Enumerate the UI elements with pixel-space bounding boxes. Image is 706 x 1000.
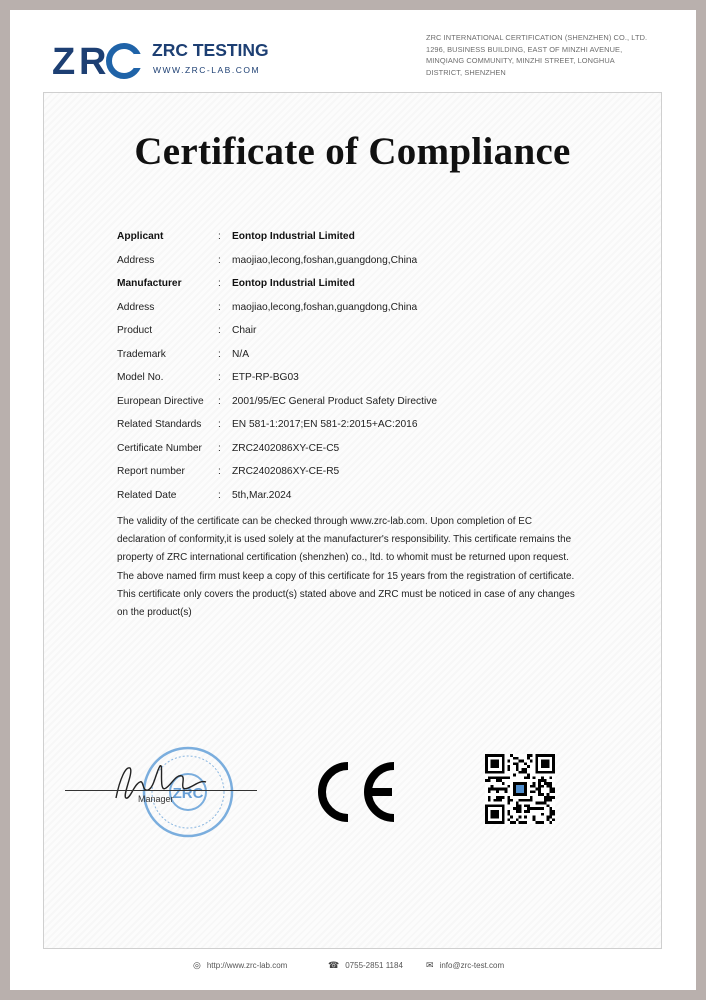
footer-website[interactable]: [193, 960, 287, 971]
company-line: ZRC INTERNATIONAL CERTIFICATION (SHENZHEN) CO., LTD.: [426, 33, 648, 42]
svg-text:Z: Z: [52, 41, 76, 83]
validity-line: on the product(s): [117, 607, 192, 619]
signature-line: [65, 790, 257, 791]
field-colon: :: [218, 372, 221, 383]
certificate-title: Certificate of Compliance: [134, 130, 571, 173]
field-colon: :: [218, 301, 221, 313]
field-colon: :: [218, 325, 221, 336]
footer: [10, 958, 696, 974]
email-text: info@zrc-test.com: [439, 961, 505, 970]
field-label: Product: [117, 325, 153, 336]
field-value: maojiao,lecong,foshan,guangdong,China: [232, 254, 418, 266]
field-value: 2001/95/EC General Product Safety Directive: [232, 395, 437, 407]
field-label: Applicant: [117, 231, 164, 242]
website-text: http://www.zrc-lab.com: [206, 961, 288, 970]
field-value: ZRC2402086XY-CE-C5: [232, 442, 340, 454]
field-colon: :: [218, 442, 221, 454]
svg-text:R: R: [79, 41, 107, 83]
field-colon: :: [218, 419, 221, 430]
signature-role: Manager: [138, 794, 174, 804]
validity-line: The validity of the certificate can be checked through www.zrc-lab.com. Upon completion of EC: [117, 516, 532, 527]
field-colon: :: [218, 278, 221, 289]
validity-statement: [117, 513, 617, 622]
globe-icon: ◎: [193, 960, 201, 970]
ce-mark-icon: [308, 760, 400, 824]
field-value: EN 581-1:2017;EN 581-2:2015+AC:2016: [232, 419, 418, 430]
field-colon: :: [218, 348, 221, 360]
logo-name: ZRC TESTING: [152, 40, 269, 60]
field-colon: :: [218, 466, 221, 477]
field-label: Address: [117, 254, 155, 266]
company-line: 1296, BUSINESS BUILDING, EAST OF MINZHI AVENUE,: [426, 44, 623, 54]
stamp-text: ZRC: [172, 785, 204, 802]
field-label: Manufacturer: [117, 278, 182, 289]
phone-text: 0755-2851 1184: [345, 961, 403, 970]
company-line: MINQIANG COMMUNITY, MINZHI STREET, LONGHUA: [426, 56, 615, 66]
field-label: European Directive: [117, 395, 204, 407]
validity-line: The above named firm must keep a copy of this certificate for 15 years from the registration of certificate.: [117, 570, 575, 582]
company-line: DISTRICT, SHENZHEN: [426, 67, 506, 77]
company-address: [426, 32, 652, 78]
field-label: Certificate Number: [117, 442, 202, 454]
field-value: ETP-RP-BG03: [232, 372, 299, 383]
validity-line: declaration of conformity,it is used solely at the manufacturer's responsibility. This certificate remains the: [117, 534, 572, 546]
field-label: Related Standards: [117, 419, 202, 430]
footer-phone: [328, 960, 403, 971]
field-colon: :: [218, 395, 221, 407]
field-label: Address: [117, 301, 155, 313]
validity-line: property of ZRC international certification (shenzhen) co., ltd. to whomit must be returned upon request.: [117, 552, 569, 564]
footer-email[interactable]: [426, 960, 504, 971]
phone-icon: ☎: [328, 960, 340, 970]
field-colon: :: [218, 231, 221, 242]
field-value: N/A: [232, 348, 249, 360]
field-value: maojiao,lecong,foshan,guangdong,China: [232, 301, 418, 313]
field-label: Trademark: [117, 348, 166, 360]
field-colon: :: [218, 489, 221, 501]
field-colon: :: [218, 254, 221, 266]
qr-code[interactable]: [485, 754, 555, 824]
field-value: Chair: [232, 325, 257, 336]
field-value: Eontop Industrial Limited: [232, 278, 355, 289]
mail-icon: ✉: [426, 960, 434, 970]
field-label: Model No.: [117, 372, 164, 383]
field-label: Report number: [117, 466, 185, 477]
validity-line: This certificate only covers the product(s) stated above and ZRC must be noticed in case of any changes: [117, 588, 575, 600]
field-label: Related Date: [117, 489, 177, 501]
field-value: Eontop Industrial Limited: [232, 231, 355, 242]
logo-url: WWW.ZRC-LAB.COM: [153, 65, 261, 75]
field-value: 5th,Mar.2024: [232, 489, 292, 501]
field-value: ZRC2402086XY-CE-R5: [232, 466, 340, 477]
certificate-sheet: [10, 10, 696, 990]
zrc-logo: [52, 34, 292, 86]
